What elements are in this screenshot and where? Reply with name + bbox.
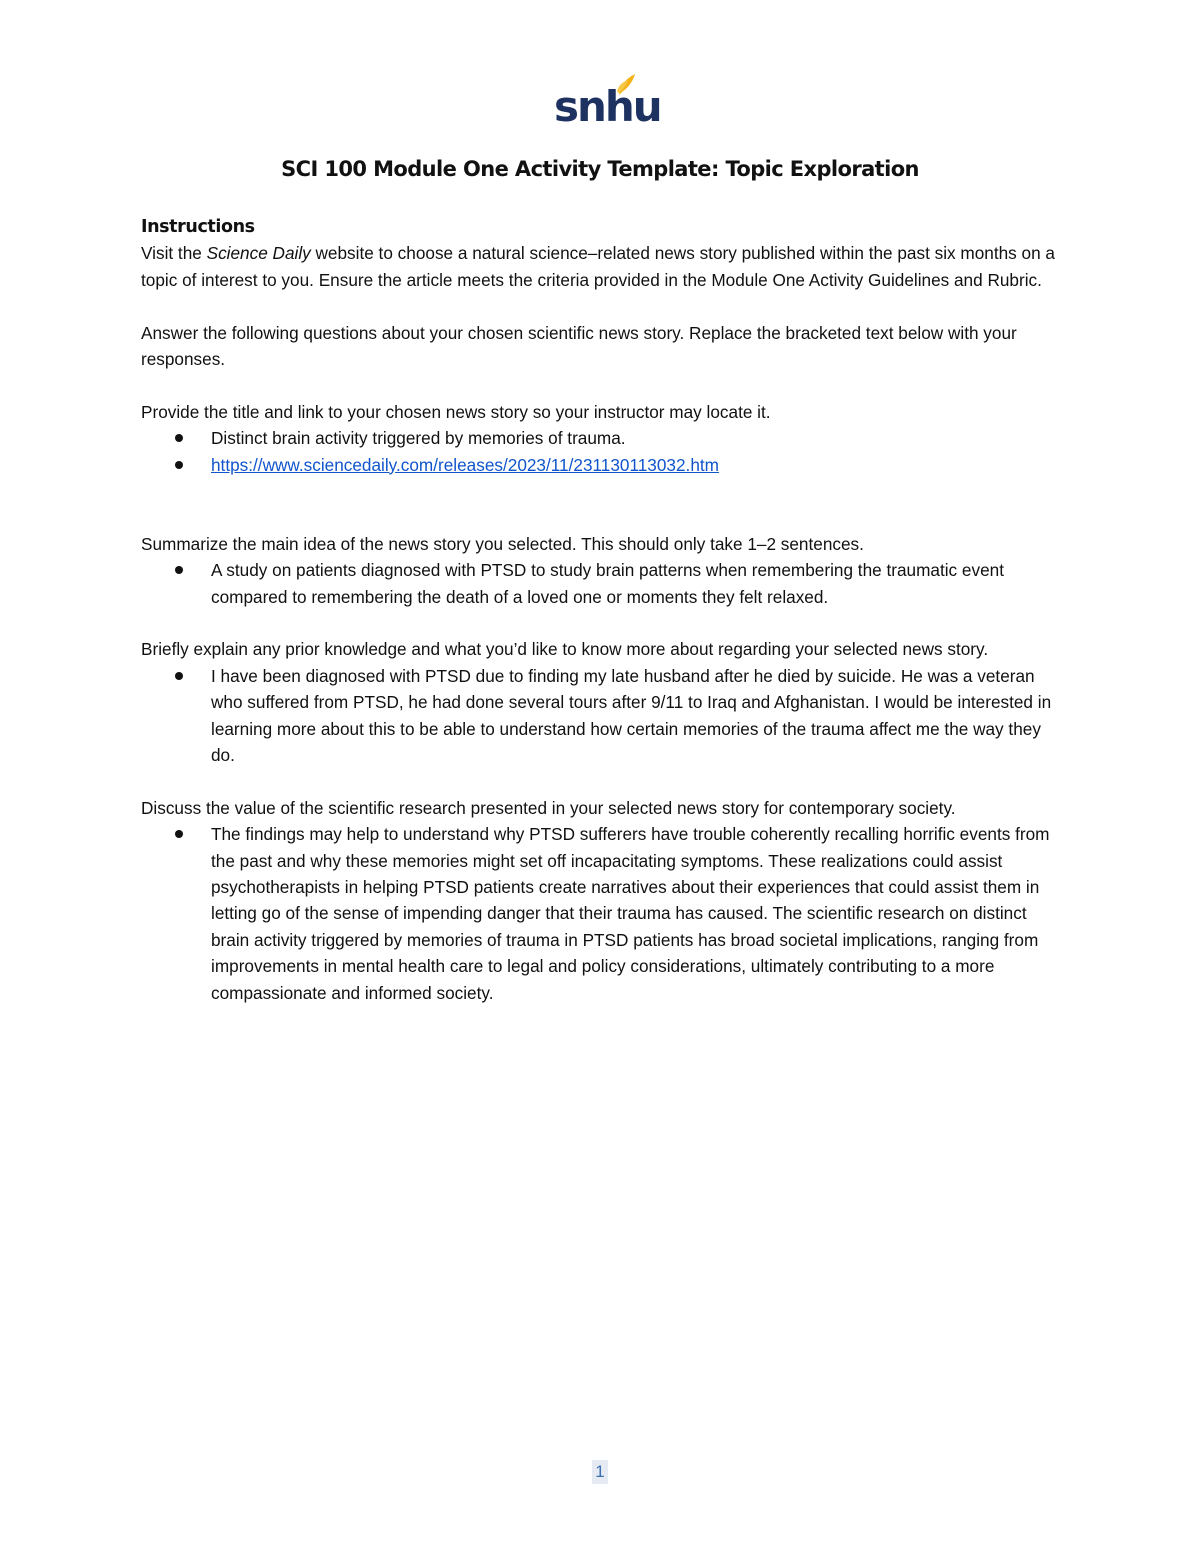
article-link[interactable]: https://www.sciencedaily.com/releases/2023/11/231130113032.htm [211,454,719,475]
snhu-logo [554,72,661,134]
question-prompt: Provide the title and link to your chosen news story so your instructor may locate it. [141,401,771,422]
answer-list [141,557,1061,610]
page-number: 1 [592,1460,608,1484]
list-item: I have been diagnosed with PTSD due to finding my late husband after he died by suicide. He was a veteran who suffered from PTSD, he had done several tours after 9/11 to Iraq and Afghanistan. I would be interested in learning more about this to be able to understand how certain memories of the trauma affect me the way they do. [141,663,1061,769]
list-item: Distinct brain activity triggered by memories of trauma. [141,425,1061,451]
question-prompt: Discuss the value of the scientific research presented in your selected news story for contemporary society. [141,797,956,818]
document-title: SCI 100 Module One Activity Template: Topic Exploration [281,157,919,181]
document-body [141,214,1061,1006]
answer-list [141,821,1061,1006]
instructions-heading: Instructions [141,217,255,237]
bullet-icon [175,566,183,574]
logo-text: snhu [554,82,661,131]
answer-prompt: Answer the following questions about your chosen scientific news story. Replace the bracketed text below with your responses. [141,322,1017,370]
question-prompt: Summarize the main idea of the news story you selected. This should only take 1–2 sentences. [141,533,864,554]
answer-list [141,663,1061,769]
bullet-icon [175,672,183,680]
bullet-icon [175,434,183,442]
science-daily-name: Science Daily [206,243,311,264]
list-item [141,452,1061,478]
bullet-icon [175,461,183,469]
instructions-intro: Visit the Science Daily website to choose a natural science–related news story published within the past six months on a topic of interest to you. Ensure the article meets the criteria provided in the Module One Activity Guidelines and Rubric. [141,243,1055,290]
answer-list [141,425,1061,478]
list-item: A study on patients diagnosed with PTSD to study brain patterns when remembering the traumatic event compared to remembering the death of a loved one or moments they felt relaxed. [141,557,1061,610]
list-item: The findings may help to understand why PTSD sufferers have trouble coherently recalling horrific events from the past and why these memories might set off incapacitating symptoms. These realizations could assist psychotherapists in helping PTSD patients create narratives about their experiences that could assist them in letting go of the sense of impending danger that their trauma has caused. The scientific research on distinct brain activity triggered by memories of trauma in PTSD patients has broad societal implications, ranging from improvements in mental health care to legal and policy considerations, ultimately contributing to a more compassionate and informed society. [141,821,1061,1006]
bullet-icon [175,830,183,838]
question-prompt: Briefly explain any prior knowledge and what you’d like to know more about regarding your selected news story. [141,639,989,660]
